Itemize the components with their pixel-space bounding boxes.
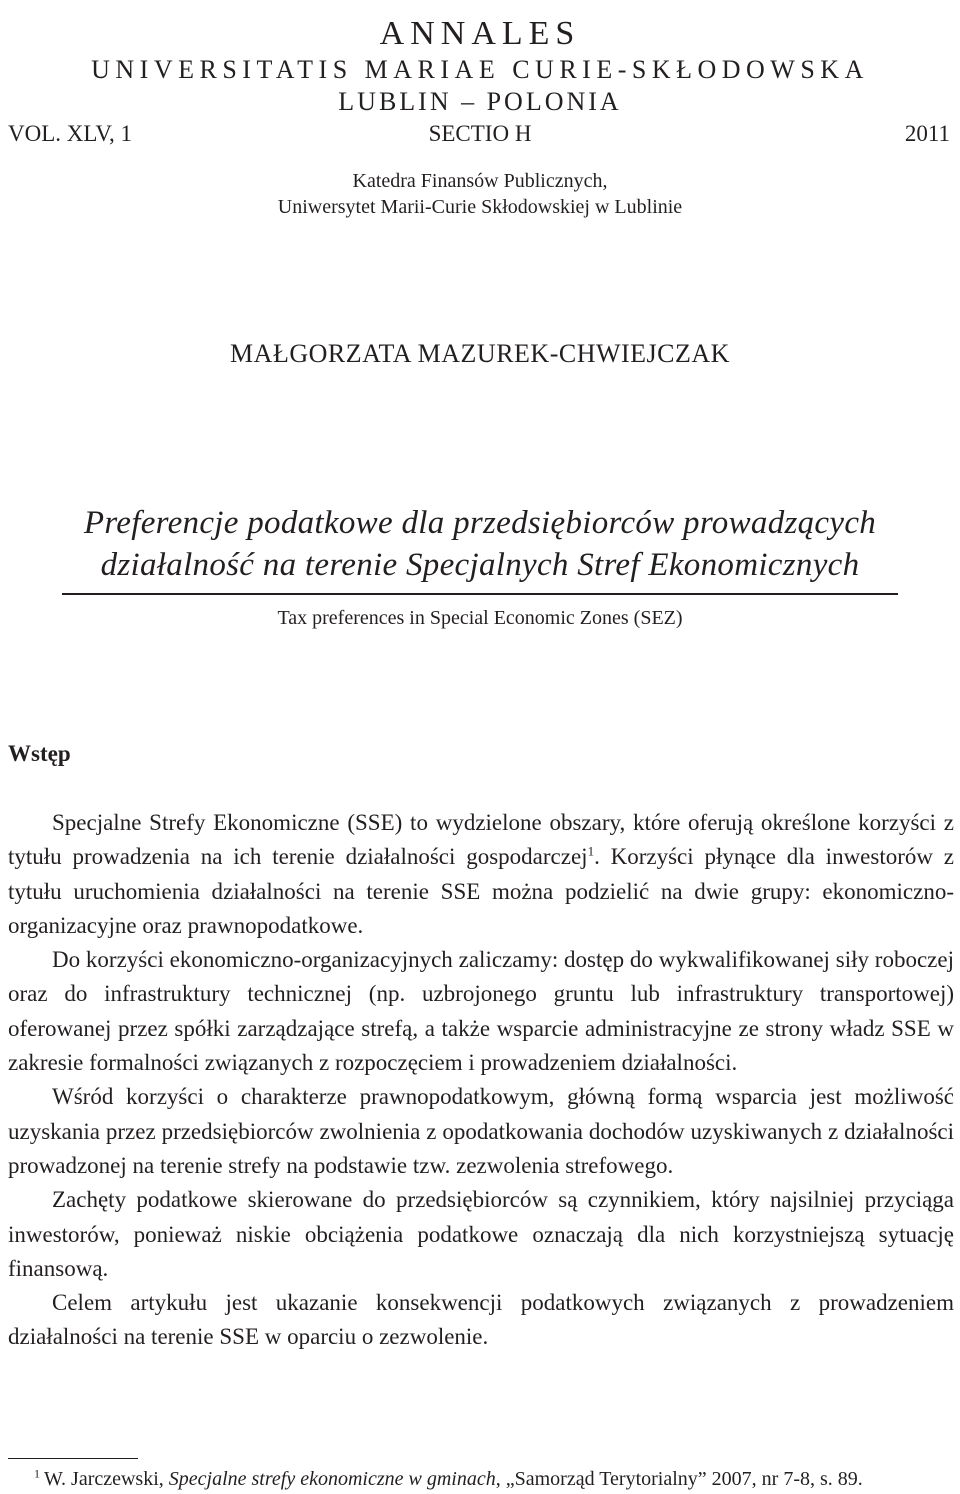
year-label: 2011: [904, 121, 950, 146]
footnote-work-title: Specjalne strefy ekonomiczne w gminach: [168, 1468, 496, 1490]
city-line: LUBLIN – POLONIA: [338, 87, 622, 116]
title-divider: [62, 593, 898, 595]
affiliation-department: Katedra Finansów Publicznych,: [352, 170, 608, 192]
author-name: MAŁGORZATA MAZUREK-CHWIEJCZAK: [230, 339, 730, 368]
paragraph-1-text: Specjalne Strefy Ekonomiczne (SSE) to wydzielone obszary, które oferują określone korzyści z tytułu prowadzenia na ich terenie działalności gospodarczej: [8, 810, 954, 870]
affiliation-university: Uniwersytet Marii-Curie Skłodowskiej w Lublinie: [277, 196, 683, 218]
paragraph-1-continuation: . Korzyści płynące dla inwestorów z tytułu uruchomienia działalności na terenie SSE można podzielić na dwie grupy: ekonomiczno-organizacyjne oraz prawnopodatkowe.: [8, 844, 955, 938]
section-label: SECTIO H: [428, 121, 532, 146]
article-title-line-1: Preferencje podatkowe dla przedsiębiorców prowadzących: [83, 505, 877, 541]
journal-name: ANNALES: [379, 15, 581, 52]
university-name: UNIVERSITATIS MARIAE CURIE-SKŁODOWSKA: [91, 55, 869, 84]
footnote-number: 1: [34, 1466, 40, 1481]
paragraph-1: [8, 806, 954, 943]
footnote-divider: [8, 1458, 138, 1459]
article-title-line-2: działalność na terenie Specjalnych Stref Ekonomicznych: [100, 547, 860, 583]
article-body: [8, 806, 954, 1355]
footnote-source: , „Samorząd Terytorialny” 2007, nr 7-8, s. 89.: [495, 1468, 863, 1490]
section-heading: Wstęp: [8, 741, 71, 766]
paragraph-2: Do korzyści ekonomiczno-organizacyjnych zaliczamy: dostęp do wykwalifikowanej siły roboczej oraz do infrastruktury technicznej (np. uzbrojonego gruntu lub infrastruktury transportowej) oferowanej przez spółki zarządzające strefą, a także wsparcie administracyjne ze strony władz SSE w zakresie formalności związanych z rozpoczęciem i prowadzeniem działalności.: [8, 947, 954, 1076]
volume-label: VOL. XLV, 1: [8, 121, 132, 146]
footnote-reference[interactable]: 1: [587, 843, 595, 859]
footnote: [8, 1466, 958, 1492]
paragraph-3: Wśród korzyści o charakterze prawnopodatkowym, główną formą wsparcia jest możliwość uzyskania przez przedsiębiorców zwolnienia z opodatkowania dochodów uzyskiwanych z działalności prowadzonej na terenie strefy na podstawie tzw. zezwolenia strefowego.: [8, 1084, 954, 1178]
english-title: Tax preferences in Special Economic Zones (SEZ): [277, 607, 683, 629]
paragraph-4: Zachęty podatkowe skierowane do przedsiębiorców są czynnikiem, który najsilniej przyciąga inwestorów, ponieważ niskie obciążenia podatkowe oznaczają dla nich korzystniejszą sytuację finansową.: [8, 1187, 954, 1281]
footnote-author: W. Jarczewski,: [44, 1468, 164, 1490]
paragraph-5: Celem artykułu jest ukazanie konsekwencji podatkowych związanych z prowadzeniem działalności na terenie SSE w oparciu o zezwolenie.: [8, 1290, 954, 1350]
